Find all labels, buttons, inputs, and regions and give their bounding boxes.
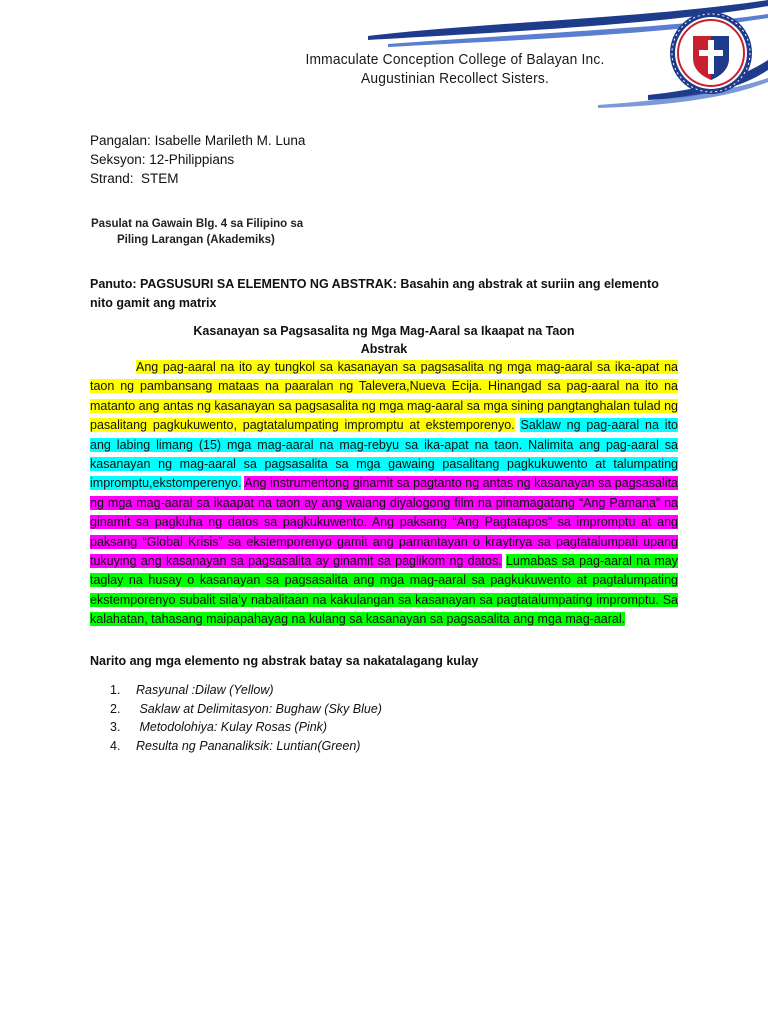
color-legend-list xyxy=(110,681,382,755)
task-title xyxy=(91,216,303,248)
legend-number: 4. xyxy=(110,738,121,753)
section-value: 12-Philippians xyxy=(149,152,235,167)
school-header xyxy=(250,50,660,88)
abstract-subtitle: Abstrak xyxy=(360,342,408,356)
legend-heading: Narito ang mga elemento ng abstrak batay sa nakatalagang kulay xyxy=(90,654,479,668)
legend-number: 2. xyxy=(110,701,121,716)
legend-text: Rasyunal :Dilaw (Yellow) xyxy=(136,683,274,697)
school-seal-logo xyxy=(668,10,754,96)
abstract-heading xyxy=(90,322,678,358)
school-order: Augustinian Recollect Sisters. xyxy=(360,70,550,87)
task-line-2: Piling Larangan (Akademiks) xyxy=(117,234,275,246)
strand-label: Strand: xyxy=(90,171,134,186)
abstract-body xyxy=(90,358,678,630)
rasyunal-text: Ang pag-aaral na ito ay tungkol sa kasanayan sa pagsasalita ng mga mag-aaral sa ika-apat na taon ng pambansang mataas na paaralan ng Talevera,Nueva Ecija. Hinangad sa pag-aaral na ito na matanto ang antas ng kasanayan sa pagsasalita ng mga mag-aaral sa mga sining pangtanghalan tulad ng pasalitang pagkukuwento, pagtatalumpating impromptu at ekstemporenyo. xyxy=(90,360,678,433)
legend-text: Resulta ng Pananaliksik: Luntian(Green) xyxy=(136,738,361,753)
legend-item xyxy=(110,737,382,756)
strand-value: STEM xyxy=(141,171,179,186)
task-line-1: Pasulat na Gawain Blg. 4 sa Filipino sa xyxy=(91,218,304,230)
legend-number: 1. xyxy=(110,683,121,697)
school-name: Immaculate Conception College of Balayan Inc. xyxy=(305,51,605,68)
legend-number: 3. xyxy=(110,720,121,735)
legend-item xyxy=(110,700,382,719)
saklaw-text: Saklaw ng pag-aaral na ito ang labing limang (15) mga mag-aaral na mag-rebyu sa ika-apat na taon. Nalimita ang pag-aaral sa kasanayan ng mag-aaral sa pagsasalita sa mga gawaing pasalitang pagkukuwento at talumpating impromptu,ekstomperenyo. xyxy=(90,418,678,491)
legend-item xyxy=(110,681,382,700)
strand-row xyxy=(90,169,305,188)
student-info xyxy=(90,131,305,188)
abstract-title: Kasanayan sa Pagsasalita ng Mga Mag-Aaral sa Ikaapat na Taon xyxy=(193,324,575,338)
section-row xyxy=(90,150,305,169)
section-label: Seksyon: xyxy=(90,152,146,167)
name-value: Isabelle Marileth M. Luna xyxy=(154,133,306,148)
legend-item xyxy=(110,718,382,737)
abstract-paragraph xyxy=(90,358,678,630)
legend-text: Saklaw at Delimitasyon: Bughaw (Sky Blue) xyxy=(136,701,382,716)
resulta-text: Lumabas sa pag-aaral na may taglay na husay o kasanayan sa pagsasalita ang mga mag-aaral sa pagkukuwento at pagtalumpating ekstemporenyo subalit sila’y nabalitaan na kakulangan sa kasanayan sa pagtatalumpating impromptu. Sa kalahatan, tahasang maipapahayag na kulang sa kasanayan sa pagsasalita ang mga mag-aaral. xyxy=(90,554,678,627)
legend-text: Metodolohiya: Kulay Rosas (Pink) xyxy=(136,720,328,735)
metodolohiya-text: Ang instrumentong ginamit sa pagtanto ng antas ng kasanayan sa pagsasalita ng mga mag-aaral sa ikaapat na taon ay ang walang diyalogong film na pinamagatang “Ang Pamana” na ginamit sa pagkuha ng datos sa pagkukuwento. Ang paksang “Ang Pagtatapos” sa impromptu at ang paksang “Global Krisis” sa ekstemporenyo gamit ang pamantayan o kraytirya sa pagtatalumpati upang tukuying ang kasanayan sa pagsasalita ay ginamit sa paglikom ng datos. xyxy=(90,476,678,569)
instructions: Panuto: PAGSUSURI SA ELEMENTO NG ABSTRAK: Basahin ang abstrak at suriin ang elemento nito gamit ang matrix xyxy=(90,277,659,310)
name-row xyxy=(90,131,305,150)
name-label: Pangalan: xyxy=(90,133,151,148)
